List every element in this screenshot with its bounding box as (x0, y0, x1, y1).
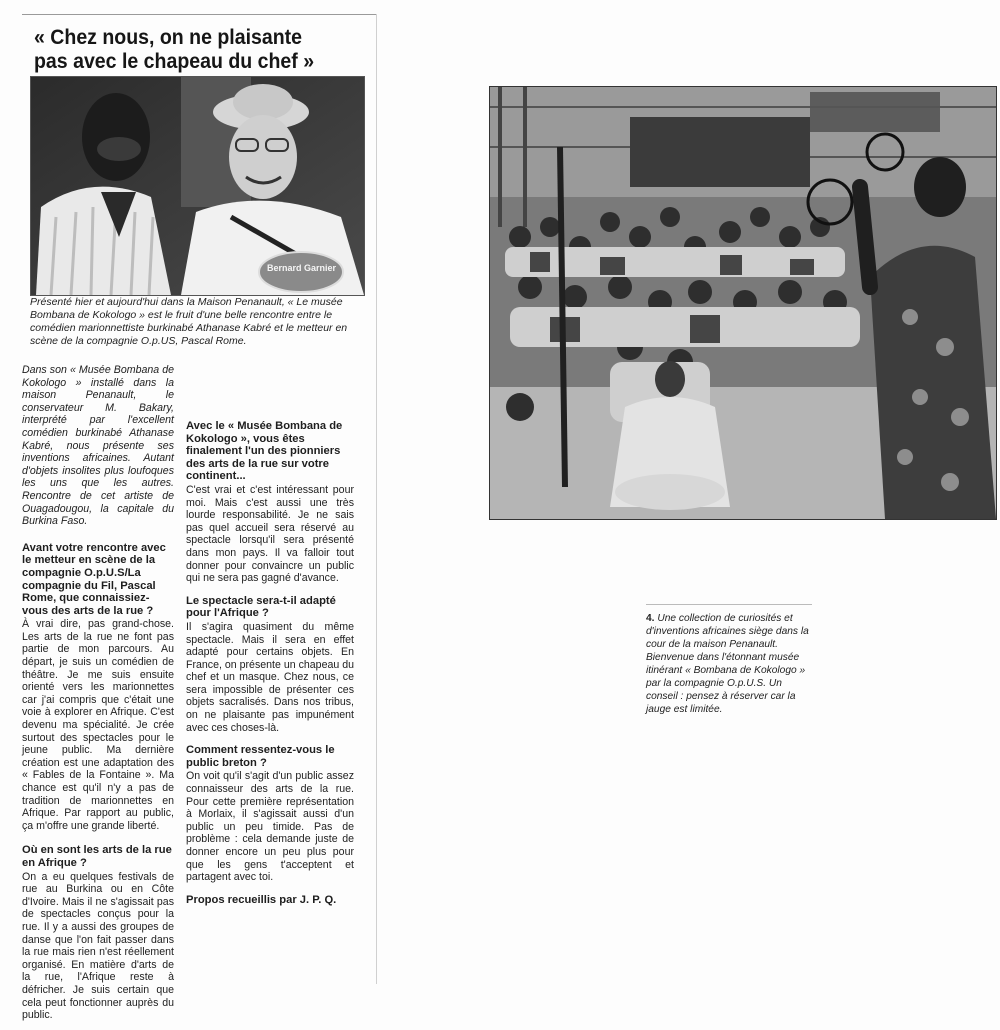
article-intro: Dans son « Musée Bombana de Kokologo » installé dans la maison Penanault, le conservateur M. Bakary, interprété par l'excellent comédien burkinabé Athanase Kabré, nous présente ses inventions africaines. Autant d'objets insolites plus loufoques les uns que les autres. Rencontre de cet artiste de Ouagadougou, la capitale du Burkina Faso. (22, 364, 174, 528)
answer-5: On voit qu'il s'agit d'un public assez connaisseur des arts de la rue. Pour cette première représentation à Morlaix, il s'agissait aussi d'un public un peu timide. Pas de problème : cela demande juste de donner encore un peu plus pour que les gens t'acceptent et partagent avec toi. (186, 770, 354, 884)
article-headline: « Chez nous, on ne plaisante pas avec le chapeau du chef » (34, 26, 315, 73)
photo-audience (489, 86, 997, 520)
question-3: Avec le « Musée Bombana de Kokologo », vous êtes finalement l'un des pionniers des arts de la rue sur votre continent... (186, 420, 343, 483)
photo-audience-caption (646, 612, 814, 716)
photo-caption: Présenté hier et aujourd'hui dans la Maison Penanault, « Le musée Bombana de Kokologo » est le fruit d'une belle rencontre entre le comédien marionnettiste burkinabé Athanase Kabré et le metteur en scène de la compagnie O.p.US, Pascal Rome. (30, 296, 348, 347)
caption-number: 4. (646, 613, 655, 624)
question-2: Où en sont les arts de la rue en Afrique ? (22, 844, 172, 869)
photo-badge-text: Bernard Garnier (267, 263, 337, 273)
article-column-right (186, 366, 354, 907)
caption-text: Une collection de curiosités et d'inventions africaines siège dans la cour de la maison Penanault. Bienvenue dans l'étonnant musée itinérant « Bombana de Kokologo » par la compagnie O.p.U.S. Un conseil : pensez à réserver car la jauge est limitée. (646, 613, 809, 715)
caption-rule (646, 604, 812, 605)
answer-1: À vrai dire, pas grand-chose. Les arts de la rue ne font pas partie de mon parcours. Au départ, je suis un comédien de théâtre. Je me suis ensuite orienté vers les marionnettes car j'ai compris que c'était une voie à explorer en Afrique. C'est devenu ma spécialité. Je crée surtout des spectacles pour le jeune public. Ma dernière création est une adaptation des « Fables de la Fontaine ». Ma chance est qu'il n'y a pas de tradition de marionnettes en Afrique. Par rapport au public, ça m'offre une grande liberté. (22, 618, 174, 832)
top-rule (22, 14, 377, 15)
question-4: Le spectacle sera-t-il adapté pour l'Afrique ? (186, 594, 336, 620)
article-signature: Propos recueillis par J. P. Q. (186, 893, 337, 906)
photo-portrait (30, 76, 365, 296)
question-1: Avant votre rencontre avec le metteur en scène de la compagnie O.p.U.S/La compagnie du Fil, Pascal Rome, que connaissiez-vous des arts de la rue ? (22, 541, 166, 617)
audience-photo-illustration (490, 87, 996, 519)
answer-2: On a eu quelques festivals de rue au Burkina ou en Côte d'Ivoire. Mais il ne s'agissait pas de spectacles conçus pour la rue. Il y a aussi des groupes de danse que l'on fait passer dans la rue mais rien n'est réellement organisé. En matière d'arts de la rue, l'Afrique reste à défricher. Je suis certain que cela peut fonctionner auprès du public. (22, 870, 174, 1022)
answer-4: Il s'agira quasiment du même spectacle. Mais il sera en effet adapté pour certains objets. En France, on présente un chapeau du chef et un masque. Chez nous, ce sera impossible de présenter ces objets sacralisés. Dans nos tribus, on ne plaisante pas impunément avec ces choses-là. (186, 620, 354, 734)
article-column-left (22, 364, 174, 1030)
answer-3: C'est vrai et c'est intéressant pour moi. Mais c'est aussi une très lourde responsabilité. Je ne sais pas quel accueil sera réservé au spectacle lorsqu'il sera présenté dans mon pays. Il va falloir tout donner pour convaincre un public qui ne sera pas gagné d'avance. (186, 483, 354, 585)
column-divider (376, 14, 377, 984)
question-5: Comment ressentez-vous le public breton ? (186, 744, 335, 769)
